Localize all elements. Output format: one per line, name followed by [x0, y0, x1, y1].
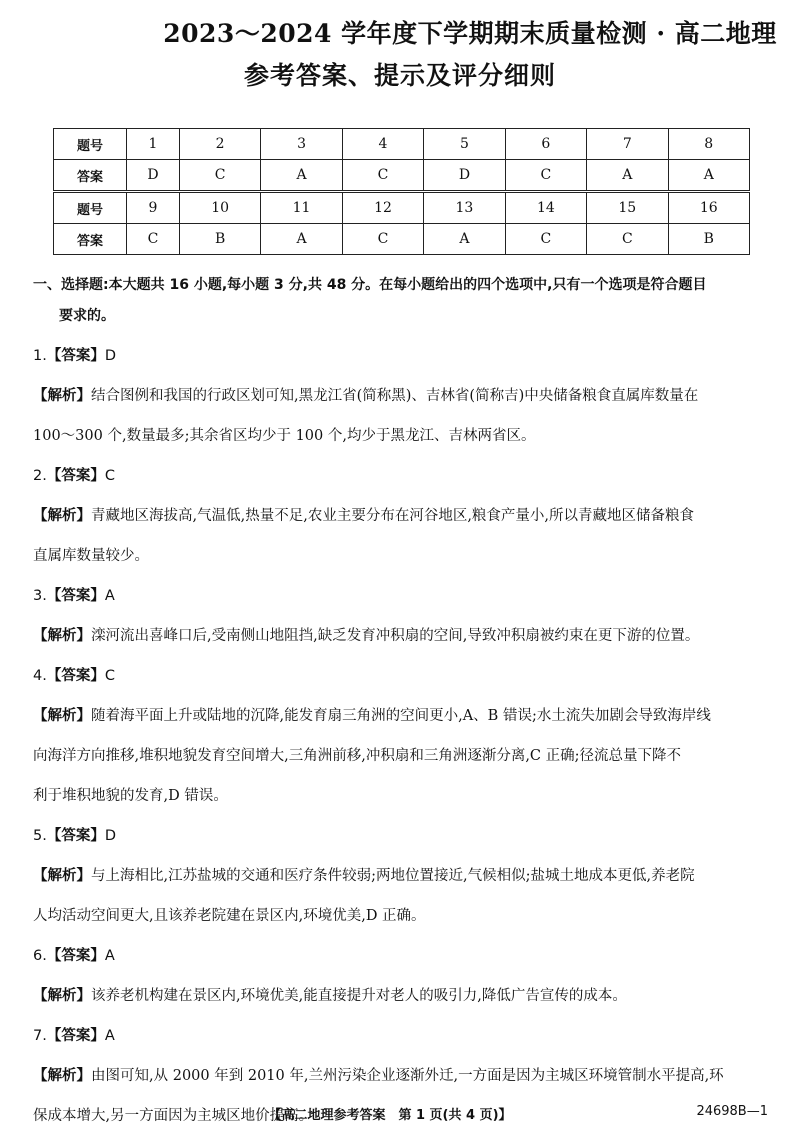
- question-number-row: [54, 192, 750, 224]
- question-number-cell: 3: [261, 129, 342, 160]
- question-number-cell: 14: [505, 192, 586, 224]
- answer-cell: C: [179, 160, 260, 192]
- answer-tag: 【答案】: [46, 668, 105, 684]
- row-header-answer: 答案: [54, 224, 127, 255]
- explanation-line: [33, 981, 773, 1012]
- item-number: 2.: [33, 468, 47, 484]
- answer-cell: A: [668, 160, 749, 192]
- answer-cell: D: [127, 160, 180, 192]
- explanation-line: [33, 741, 773, 772]
- question-number-cell: 13: [424, 192, 505, 224]
- answer-cell: A: [587, 160, 668, 192]
- footer-code: 24698B—1: [696, 1104, 768, 1119]
- item-number: 7.: [33, 1028, 47, 1044]
- answer-cell: C: [127, 224, 180, 255]
- answer-tag: 【答案】: [46, 948, 105, 964]
- answer-item: [33, 941, 773, 1021]
- explanation-text: 青藏地区海拔高,气温低,热量不足,农业主要分布在河谷地区,粮食产量小,所以青藏地区储备粮食: [91, 508, 695, 524]
- item-number: 1.: [33, 348, 47, 364]
- explanation-text: 该养老机构建在景区内,环境优美,能直接提升对老人的吸引力,降低广告宣传的成本。: [91, 988, 627, 1004]
- question-number-cell: 10: [179, 192, 260, 224]
- answer-cell: B: [668, 224, 749, 255]
- explanation-text: 向海洋方向推移,堆积地貌发育空间增大,三角洲前移,冲积扇和三角洲逐渐分离,C 正确;径流总量下降不: [33, 748, 682, 764]
- explanation-tag: 【解析】: [33, 508, 91, 524]
- answer-cell: C: [342, 224, 423, 255]
- answer-item: [33, 461, 773, 581]
- question-number-cell: 7: [587, 129, 668, 160]
- answer-cell: D: [424, 160, 505, 192]
- explanation-tag: 【解析】: [33, 708, 91, 724]
- answer-cell: C: [505, 224, 586, 255]
- answer-tag: 【答案】: [46, 468, 105, 484]
- answer-tag: 【答案】: [46, 348, 105, 364]
- item-answer: D: [104, 348, 117, 364]
- explanation-line: [33, 501, 773, 532]
- answer-cell: C: [505, 160, 586, 192]
- answer-item: [33, 821, 773, 941]
- answer-cell: A: [424, 224, 505, 255]
- item-answer-line: [33, 341, 773, 372]
- answer-cell: B: [179, 224, 260, 255]
- answer-row: [54, 160, 750, 192]
- question-number-cell: 12: [342, 192, 423, 224]
- item-answer: C: [104, 468, 115, 484]
- explanation-line: [33, 701, 773, 732]
- row-header-answer: 答案: [54, 160, 127, 192]
- explanation-line: [33, 381, 773, 412]
- item-answer-line: [33, 581, 773, 612]
- question-number-cell: 5: [424, 129, 505, 160]
- document-subtitle: 参考答案、提示及评分细则: [243, 61, 556, 90]
- question-number-cell: 15: [587, 192, 668, 224]
- question-number-cell: 16: [668, 192, 749, 224]
- answer-row: [54, 224, 750, 255]
- answer-cell: A: [261, 224, 342, 255]
- question-number-row: [54, 129, 750, 160]
- row-header-question: 题号: [54, 192, 127, 224]
- explanation-line: [33, 901, 773, 932]
- answer-item: [33, 661, 773, 821]
- row-header-question: 题号: [54, 129, 127, 160]
- page-footer: [0, 1104, 800, 1126]
- answer-item: [33, 581, 773, 661]
- explanation-line: [33, 781, 773, 812]
- answer-cell: C: [342, 160, 423, 192]
- document-title: 2023～2024 学年度下学期期末质量检测 · 高二地理: [163, 19, 777, 48]
- item-number: 5.: [33, 828, 47, 844]
- item-answer: A: [104, 1028, 115, 1044]
- question-number-cell: 6: [505, 129, 586, 160]
- question-number-cell: 1: [127, 129, 180, 160]
- explanation-text: 随着海平面上升或陆地的沉降,能发育扇三角洲的空间更小,A、B 错误;水土流失加剧会导致海岸线: [91, 708, 711, 724]
- explanation-text: 由图可知,从 2000 年到 2010 年,兰州污染企业逐渐外迁,一方面是因为主城区环境管制水平提高,环: [91, 1068, 724, 1084]
- explanation-line: [33, 541, 773, 572]
- item-answer-line: [33, 1021, 773, 1052]
- answer-content: [33, 270, 773, 1141]
- item-answer: A: [104, 588, 115, 604]
- item-number: 3.: [33, 588, 47, 604]
- answer-table: [53, 128, 750, 255]
- item-answer-line: [33, 661, 773, 692]
- item-answer: A: [104, 948, 115, 964]
- explanation-line: [33, 621, 773, 652]
- explanation-tag: 【解析】: [33, 988, 91, 1004]
- item-answer-line: [33, 941, 773, 972]
- explanation-text: 与上海相比,江苏盐城的交通和医疗条件较弱;两地位置接近,气候相似;盐城土地成本更低,养老院: [91, 868, 695, 884]
- section-heading-continued: 要求的。: [59, 308, 115, 324]
- question-number-cell: 9: [127, 192, 180, 224]
- explanation-line: [33, 1061, 773, 1092]
- item-number: 6.: [33, 948, 47, 964]
- answer-cell: C: [587, 224, 668, 255]
- explanation-tag: 【解析】: [33, 1068, 91, 1084]
- explanation-text: 100～300 个,数量最多;其余省区均少于 100 个,均少于黑龙江、吉林两省区。: [33, 428, 536, 444]
- explanation-line: [33, 421, 773, 452]
- item-answer: C: [104, 668, 115, 684]
- question-number-cell: 4: [342, 129, 423, 160]
- answer-tag: 【答案】: [46, 1028, 105, 1044]
- answer-tag: 【答案】: [46, 828, 105, 844]
- explanation-line: [33, 861, 773, 892]
- explanation-text: 结合图例和我国的行政区划可知,黑龙江省(简称黑)、吉林省(简称吉)中央储备粮食直属库数量在: [91, 388, 699, 404]
- item-number: 4.: [33, 668, 47, 684]
- section-heading: 一、选择题:本大题共 16 小题,每小题 3 分,共 48 分。在每小题给出的四个选项中,只有一个选项是符合题目: [33, 277, 707, 293]
- answer-tag: 【答案】: [46, 588, 105, 604]
- explanation-tag: 【解析】: [33, 388, 91, 404]
- question-number-cell: 11: [261, 192, 342, 224]
- explanation-tag: 【解析】: [33, 868, 91, 884]
- explanation-tag: 【解析】: [33, 628, 91, 644]
- item-answer-line: [33, 821, 773, 852]
- item-answer: D: [104, 828, 117, 844]
- question-number-cell: 8: [668, 129, 749, 160]
- answer-cell: A: [261, 160, 342, 192]
- footer-page-info: 【高二地理参考答案 第 1 页(共 4 页)】: [268, 1108, 512, 1123]
- explanation-text: 人均活动空间更大,且该养老院建在景区内,环境优美,D 正确。: [33, 908, 426, 924]
- answer-item: [33, 341, 773, 461]
- explanation-text: 利于堆积地貌的发育,D 错误。: [33, 788, 228, 804]
- item-answer-line: [33, 461, 773, 492]
- explanation-text: 保成本增大,另一方面因为主城区地价提高。: [33, 1108, 314, 1124]
- explanation-text: 直属库数量较少。: [33, 548, 149, 564]
- question-number-cell: 2: [179, 129, 260, 160]
- explanation-text: 滦河流出喜峰口后,受南侧山地阻挡,缺乏发育冲积扇的空间,导致冲积扇被约束在更下游的位置。: [91, 628, 700, 644]
